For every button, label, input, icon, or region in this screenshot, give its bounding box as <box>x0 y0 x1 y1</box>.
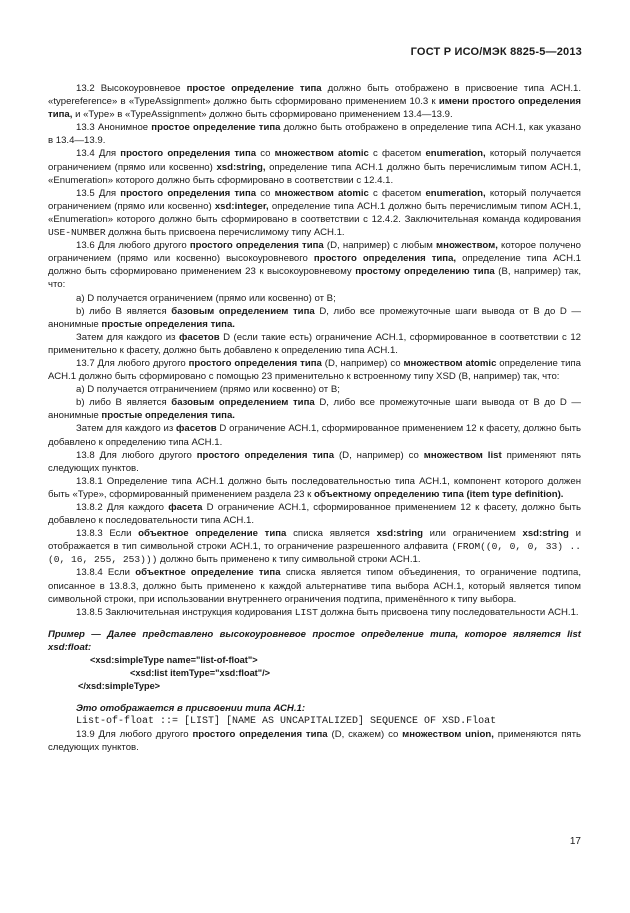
text-run: применяют пять следующих пунктов. <box>48 449 581 474</box>
paragraph <box>48 475 581 501</box>
code-line-list: <xsd:list itemType="xsd:float"/> <box>130 668 271 679</box>
text-run: определение типа АСН.1 должно быть сформировано с помощью 23 применительно к встроенному типу XSD (B, например) так, что: <box>48 357 581 383</box>
bold-term: простого определения типа <box>189 240 324 252</box>
bold-term: простого определения типа <box>196 449 335 461</box>
bold-term: множеством atomic <box>274 187 369 199</box>
text-run: a) D получается ограничением (прямо или косвенно) от B; <box>76 292 336 304</box>
text-run: 13.8.1 Определение типа АСН.1 должно быть последовательностью типа АСН.1, компонент которого должен быть «Type», сформированный применением раздела 23 к <box>48 475 581 500</box>
paragraph <box>48 305 581 331</box>
text-run: D, либо все промежуточные шаги вывода от B до D — анонимные <box>48 305 582 330</box>
bold-term: enumeration, <box>425 148 486 160</box>
bold-term: простого определения типа, <box>313 253 457 265</box>
paragraph <box>48 239 581 291</box>
text-run: должна быть присвоена перечислимому типу АСН.1. <box>105 227 345 239</box>
bold-term: простое определение типа, <box>312 628 459 640</box>
text-run: 13.3 Анонимное <box>76 122 152 134</box>
bold-term: простого определения типа <box>192 729 328 741</box>
text-run: должно быть отображено в определение типа АСН.1, как указано в 13.4—13.9. <box>48 122 581 147</box>
text-run: или ограничением <box>422 528 523 540</box>
page-body <box>48 82 581 754</box>
text-run: a) D получается отграничением (прямо или косвенно) от B; <box>76 384 340 396</box>
bold-term: xsd:string, <box>216 161 266 173</box>
text-run: (D, например) со <box>321 357 404 369</box>
bold-term: объектному определению типа (item type definition). <box>313 488 564 500</box>
paragraph <box>48 527 581 566</box>
example-intro <box>48 628 581 654</box>
text-run: D, либо все промежуточные шаги вывода от B до D — анонимные <box>48 397 582 422</box>
text-run: D (если такие есть) ограничение АСН.1, сформированное в соответствии с 12 применительно к фасету, должно быть добавлено к определению типа АСН.1. <box>48 331 581 356</box>
text-run: b) либо B является <box>76 397 172 409</box>
page-header: ГОСТ Р ИСО/МЭК 8825-5—2013 <box>410 46 582 58</box>
bold-term: простого определения типа <box>120 148 257 160</box>
text-run: 13.8.4 Если <box>76 567 136 579</box>
bold-term: простого определения типа <box>120 187 257 199</box>
bold-term: xsd:integer, <box>214 200 269 212</box>
text-run: определение типа АСН.1 должно быть перечислимым типом АСН.1, «Enumeration» которого должно быть сформировано в соответствии с 12.4.1. <box>48 161 582 186</box>
text-run: которое получено ограничением (прямо или косвенно) высокоуровневого <box>48 240 581 265</box>
mapping-title: Это отображается в присвоении типа АСН.1: <box>76 703 306 715</box>
bold-term: простое определение типа <box>186 83 322 94</box>
text-run: 13.5 Для <box>76 187 121 199</box>
bold-term: фасетов <box>179 331 220 343</box>
bold-term: простые определения типа. <box>101 410 235 422</box>
text-run: 13.8.2 Для каждого <box>76 502 169 513</box>
bold-term: простое определение типа <box>151 122 281 134</box>
text-run: списка является типом объединения, то ограничение подтипа, описанное в 13.8.3, должно быть применено к каждой альтернативе типа выбора АСН.1, который является типом символьной строки, при использовании внутреннего ограничения подтипа, применённого к типу выбора. <box>48 567 581 605</box>
text-run: с фасетом <box>368 187 426 199</box>
text-run: 13.7 Для любого другого <box>76 357 189 369</box>
text-run: должно быть применено к типу символьной строки АСН.1. <box>157 554 421 566</box>
text-run: и отображается в тип символьной строки АСН.1, то ограничение разрешенного алфавита <box>48 528 581 553</box>
paragraph <box>48 449 581 475</box>
paragraph <box>48 383 581 396</box>
text-run: 13.2 Высокоуровневое <box>76 83 187 94</box>
mapping-line: List-of-float ::= [LIST] [NAME AS UNCAPITALIZED] SEQUENCE OF XSD.Float <box>76 716 497 728</box>
text-run: 13.8.5 Заключительная инструкция кодирования <box>76 606 295 618</box>
text-run: со <box>256 187 275 199</box>
text-run: который получается ограничением (прямо или косвенно) <box>48 187 581 212</box>
text-run: определение типа АСН.1 должно быть перечислимым типом АСН.1, «Enumeration» которого должно быть сформировано в соответствии с 12.4.2. Заключительная команда кодирования <box>48 200 581 225</box>
paragraph <box>48 147 581 186</box>
bold-term: фасетов <box>176 423 217 435</box>
paragraph <box>48 357 581 383</box>
paragraph <box>48 331 581 357</box>
text-run: (B, например) так, что: <box>48 266 582 291</box>
bold-term: простые определения типа. <box>101 318 235 330</box>
bold-term: list xsd:float: <box>48 628 582 653</box>
bold-term: множеством, <box>436 240 498 252</box>
bold-term: базовым определением типа <box>171 305 315 317</box>
text-run: D ограничение АСН.1, сформированное применением 12 к фасету, должно быть добавлено к определению типа АСН.1. <box>48 423 581 448</box>
bold-term: множеством list <box>423 449 502 461</box>
paragraph <box>48 422 581 448</box>
bold-term: имени простого определения типа, <box>48 96 582 121</box>
code-line-simpletype-open: <xsd:simpleType name="list-of-float"> <box>90 655 258 666</box>
code-line-simpletype-close: </xsd:simpleType> <box>78 681 161 692</box>
paragraph <box>48 501 581 527</box>
text-run: со <box>256 148 275 160</box>
text-run: должна быть присвоена типу последовательности АСН.1. <box>317 606 579 618</box>
text-run: (D, например) с любым <box>323 240 437 252</box>
bold-term: объектное определение типа <box>138 528 287 540</box>
bold-term: простого определения типа <box>188 357 322 369</box>
bold-term: множеством union, <box>402 729 494 741</box>
text-run: 13.6 Для любого другого <box>76 240 190 252</box>
code-term: (FROM((0, 0, 0, 33) .. (0, 16, 255, 253))) <box>48 541 581 566</box>
paragraph <box>48 187 581 239</box>
text-run: который получается ограничением (прямо или косвенно) <box>48 148 581 173</box>
bold-term: множеством atomic <box>274 148 369 160</box>
text-run: Затем для каждого из <box>76 423 177 435</box>
paragraph <box>48 396 581 422</box>
text-run: b) либо B является <box>76 305 172 317</box>
code-term: USE-NUMBER <box>48 227 106 239</box>
text-run: должно быть отображено в присвоение типа АСН.1. «typereference» в «TypeAssignment» должно быть сформировано применением 10.3 к <box>48 83 581 108</box>
page-number: 17 <box>569 836 581 847</box>
text-run: (D, например) со <box>334 449 424 461</box>
text-run: Затем для каждого из <box>76 331 180 343</box>
italic-text: которое является <box>458 628 568 640</box>
text-run: (D, скажем) со <box>327 729 403 741</box>
text-run: определение типа АСН.1 должно быть сформировано применением 23 к высокоуровневому <box>48 253 582 278</box>
paragraph-list <box>48 82 581 619</box>
paragraph <box>48 606 581 619</box>
text-run: D ограничение АСН.1, сформированное применением 12 к фасету, должно быть добавлено к последовательности типа АСН.1. <box>48 502 581 527</box>
bold-term: enumeration, <box>425 187 486 199</box>
paragraph <box>48 121 581 147</box>
bold-term: множеством atomic <box>403 357 497 369</box>
text-run: и «Type» в «TypeAssignment» должно быть сформировано применением 13.4—13.9. <box>72 109 453 121</box>
bold-term: базовым определением типа <box>171 397 315 409</box>
text-run: 13.8 Для любого другого <box>76 449 197 461</box>
text-run: 13.9 Для любого другого <box>76 729 193 741</box>
bold-term: простому определению типа <box>355 266 495 278</box>
paragraph <box>48 292 581 305</box>
text-run: применяются пять следующих пунктов. <box>48 729 581 754</box>
code-term: LIST <box>294 606 318 618</box>
bold-term: объектное определение типа <box>135 567 281 579</box>
paragraph <box>48 566 581 605</box>
text-run: 13.8.3 Если <box>76 528 139 540</box>
text-run: 13.4 Для <box>76 148 121 160</box>
bold-term: xsd:string <box>376 528 423 540</box>
bold-term: фасета <box>168 502 203 513</box>
paragraph-13-9 <box>48 728 581 754</box>
paragraph <box>48 82 581 121</box>
bold-term: xsd:string <box>522 528 569 540</box>
text-run: списка является <box>286 528 377 540</box>
italic-text: Пример — Далее представлено высокоуровневое <box>48 628 313 640</box>
text-run: с фасетом <box>368 148 426 160</box>
